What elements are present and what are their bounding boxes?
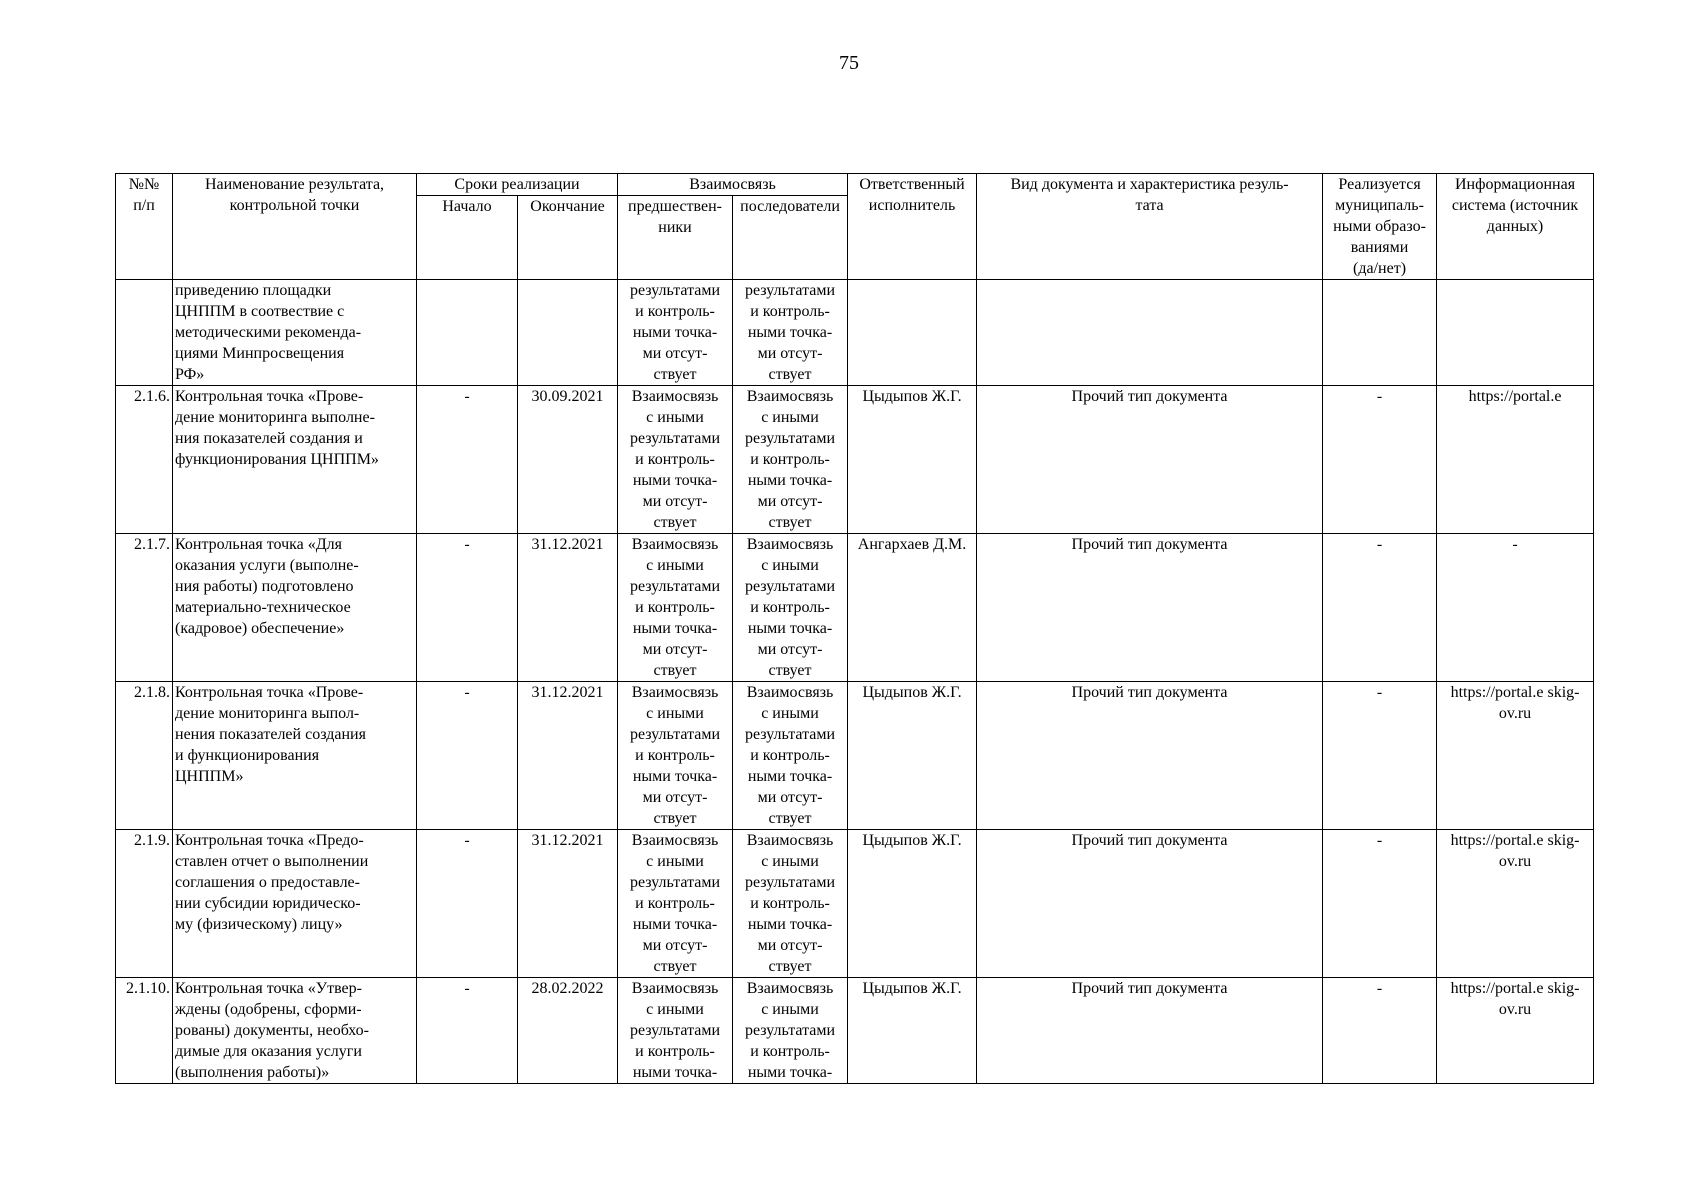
page-number: 75	[839, 52, 859, 74]
row-name: Контрольная точка «Утвер- ждены (одобрены, сформи- рованы) документы, необхо- димые для оказания услуги (выполнения работы)»	[173, 978, 417, 1084]
row-infosystem: https://portal.e skig- ov.ru	[1437, 682, 1594, 830]
row-name: Контрольная точка «Предо- ставлен отчет о выполнении соглашения о предоставле- нии субсидии юридическо- му (физическому) лицу»	[173, 830, 417, 978]
row-end: 31.12.2021	[518, 682, 618, 830]
row-successors: Взаимосвязь с иными результатами и контроль- ными точка- ми отсут- ствует	[733, 534, 848, 682]
row-predecessors: результатами и контроль- ными точка- ми отсут- ствует	[618, 280, 733, 386]
header-dates: Сроки реализации	[417, 174, 618, 196]
row-end: 31.12.2021	[518, 534, 618, 682]
results-table	[115, 173, 1594, 1084]
row-num: 2.1.8.	[116, 682, 173, 830]
header-successors: последователи	[733, 196, 848, 280]
row-responsible: Цыдыпов Ж.Г.	[848, 830, 977, 978]
row-municipal	[1323, 280, 1437, 386]
row-predecessors: Взаимосвязь с иными результатами и контроль- ными точка- ми отсут- ствует	[618, 682, 733, 830]
table-row	[116, 830, 1594, 978]
row-successors: результатами и контроль- ными точка- ми отсут- ствует	[733, 280, 848, 386]
row-predecessors: Взаимосвязь с иными результатами и контроль- ными точка-	[618, 978, 733, 1084]
row-document-type: Прочий тип документа	[977, 682, 1323, 830]
row-num: 2.1.7.	[116, 534, 173, 682]
header-num: №№ п/п	[116, 174, 173, 280]
row-name: Контрольная точка «Прове- дение мониторинга выпол- нения показателей создания и функционирования ЦНППМ»	[173, 682, 417, 830]
row-infosystem: https://portal.e skig- ov.ru	[1437, 830, 1594, 978]
row-municipal: -	[1323, 682, 1437, 830]
header-responsible: Ответственный исполнитель	[848, 174, 977, 280]
row-responsible: Ангархаев Д.М.	[848, 534, 977, 682]
row-end: 28.02.2022	[518, 978, 618, 1084]
row-municipal: -	[1323, 534, 1437, 682]
row-num	[116, 280, 173, 386]
row-infosystem: https://portal.e	[1437, 386, 1594, 534]
table-row	[116, 534, 1594, 682]
header-infosystem: Информационная система (источник данных)	[1437, 174, 1594, 280]
header-end: Окончание	[518, 196, 618, 280]
row-municipal: -	[1323, 386, 1437, 534]
header-start: Начало	[417, 196, 518, 280]
row-successors: Взаимосвязь с иными результатами и контроль- ными точка- ми отсут- ствует	[733, 682, 848, 830]
row-responsible: Цыдыпов Ж.Г.	[848, 386, 977, 534]
row-infosystem: https://portal.e skig- ov.ru	[1437, 978, 1594, 1084]
table-header	[116, 174, 1594, 280]
row-infosystem	[1437, 280, 1594, 386]
row-document-type: Прочий тип документа	[977, 386, 1323, 534]
row-responsible: Цыдыпов Ж.Г.	[848, 682, 977, 830]
header-predecessors: предшествен- ники	[618, 196, 733, 280]
row-name: Контрольная точка «Прове- дение мониторинга выполне- ния показателей создания и функционирования ЦНППМ»	[173, 386, 417, 534]
row-successors: Взаимосвязь с иными результатами и контроль- ными точка-	[733, 978, 848, 1084]
row-start: -	[417, 978, 518, 1084]
header-document-type: Вид документа и характеристика резуль- тата	[977, 174, 1323, 280]
row-num: 2.1.10.	[116, 978, 173, 1084]
row-predecessors: Взаимосвязь с иными результатами и контроль- ными точка- ми отсут- ствует	[618, 386, 733, 534]
row-name: Контрольная точка «Для оказания услуги (выполне- ния работы) подготовлено материально-техническое (кадровое) обеспечение»	[173, 534, 417, 682]
table-body	[116, 280, 1594, 1084]
row-document-type	[977, 280, 1323, 386]
row-municipal: -	[1323, 830, 1437, 978]
row-municipal: -	[1323, 978, 1437, 1084]
row-responsible: Цыдыпов Ж.Г.	[848, 978, 977, 1084]
row-successors: Взаимосвязь с иными результатами и контроль- ными точка- ми отсут- ствует	[733, 386, 848, 534]
header-relation: Взаимосвязь	[618, 174, 848, 196]
header-municipal: Реализуется муниципаль- ными образо- ваниями (да/нет)	[1323, 174, 1437, 280]
table-row	[116, 386, 1594, 534]
row-end	[518, 280, 618, 386]
row-document-type: Прочий тип документа	[977, 978, 1323, 1084]
row-infosystem: -	[1437, 534, 1594, 682]
row-responsible	[848, 280, 977, 386]
row-num: 2.1.9.	[116, 830, 173, 978]
row-start: -	[417, 386, 518, 534]
row-end: 30.09.2021	[518, 386, 618, 534]
row-num: 2.1.6.	[116, 386, 173, 534]
row-document-type: Прочий тип документа	[977, 534, 1323, 682]
row-start: -	[417, 534, 518, 682]
row-document-type: Прочий тип документа	[977, 830, 1323, 978]
row-start: -	[417, 830, 518, 978]
row-successors: Взаимосвязь с иными результатами и контроль- ными точка- ми отсут- ствует	[733, 830, 848, 978]
row-predecessors: Взаимосвязь с иными результатами и контроль- ными точка- ми отсут- ствует	[618, 830, 733, 978]
row-start: -	[417, 682, 518, 830]
header-name: Наименование результата, контрольной точки	[173, 174, 417, 280]
table-row	[116, 280, 1594, 386]
table-row	[116, 978, 1594, 1084]
row-start	[417, 280, 518, 386]
row-predecessors: Взаимосвязь с иными результатами и контроль- ными точка- ми отсут- ствует	[618, 534, 733, 682]
row-end: 31.12.2021	[518, 830, 618, 978]
table-row	[116, 682, 1594, 830]
row-name: приведению площадки ЦНППМ в соотвествие с методическими рекоменда- циями Минпросвещения РФ»	[173, 280, 417, 386]
